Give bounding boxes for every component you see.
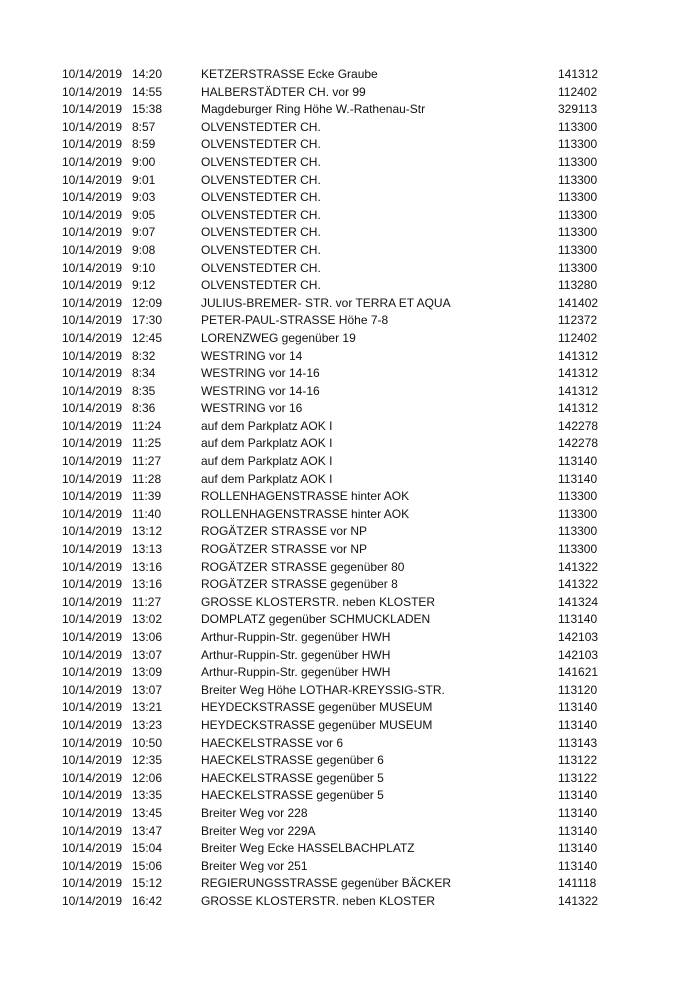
location-cell: auf dem Parkplatz AOK I [201, 436, 333, 451]
code-cell: 113300 [558, 542, 598, 557]
date-cell: 10/14/2019 [62, 524, 123, 539]
date-cell: 10/14/2019 [62, 630, 123, 644]
time-cell: 11:24 [132, 418, 162, 433]
code-cell: 141118 [558, 876, 597, 891]
time-cell: 9:03 [132, 190, 156, 205]
date-cell: 10/14/2019 [62, 506, 123, 521]
code-cell: 112372 [558, 313, 598, 328]
location-cell: OLVENSTEDTER CH. [201, 154, 321, 169]
time-cell: 9:01 [132, 172, 156, 187]
time-cell: 11:40 [132, 506, 162, 521]
table-row [0, 875, 700, 893]
date-cell: 10/14/2019 [62, 278, 123, 293]
location-cell: Breiter Weg Höhe LOTHAR-KREYSSIG-STR. [201, 682, 445, 697]
time-cell: 8:59 [132, 137, 156, 152]
time-cell: 8:35 [132, 383, 156, 398]
table-row [0, 277, 700, 295]
code-cell: 142103 [558, 630, 599, 644]
date-cell: 10/14/2019 [62, 436, 123, 451]
code-cell: 113140 [558, 700, 598, 715]
date-cell: 10/14/2019 [62, 823, 123, 838]
date-cell: 10/14/2019 [62, 67, 123, 81]
time-cell: 13:13 [132, 542, 163, 557]
table-row [0, 735, 700, 753]
table-row [0, 172, 700, 190]
code-cell: 141322 [558, 577, 599, 592]
table-row [0, 805, 700, 823]
table-row [0, 594, 700, 612]
code-cell: 113140 [558, 805, 598, 820]
code-cell: 113300 [558, 506, 598, 521]
location-cell: WESTRING vor 14-16 [201, 383, 320, 398]
location-cell: ROGÄTZER STRASSE gegenüber 80 [201, 559, 405, 574]
location-cell: HAECKELSTRASSE gegenüber 5 [201, 770, 384, 785]
table-row [0, 119, 700, 137]
location-cell: LORENZWEG gegenüber 19 [201, 330, 356, 345]
table-row [0, 189, 700, 207]
table-row [0, 840, 700, 858]
time-cell: 13:12 [132, 524, 163, 539]
code-cell: 113300 [558, 225, 598, 240]
time-cell: 14:55 [132, 84, 163, 99]
time-cell: 11:27 [132, 454, 162, 469]
date-cell: 10/14/2019 [62, 154, 123, 169]
time-cell: 9:07 [132, 225, 156, 240]
table-row [0, 787, 700, 805]
table-row [0, 418, 700, 436]
code-cell: 113140 [558, 841, 598, 856]
table-row [0, 330, 700, 348]
location-cell: OLVENSTEDTER CH. [201, 137, 321, 152]
date-cell: 10/14/2019 [62, 418, 123, 433]
date-cell: 10/14/2019 [62, 119, 123, 134]
code-cell: 141312 [558, 383, 599, 398]
time-cell: 12:09 [132, 295, 163, 310]
time-cell: 13:07 [132, 682, 163, 697]
code-cell: 113120 [558, 682, 598, 697]
time-cell: 12:35 [132, 753, 163, 768]
location-cell: Magdeburger Ring Höhe W.-Rathenau-Str [201, 102, 426, 117]
table-row [0, 541, 700, 559]
date-cell: 10/14/2019 [62, 348, 123, 363]
code-cell: 141324 [558, 594, 599, 609]
code-cell: 113300 [558, 137, 598, 152]
code-cell: 113300 [558, 242, 598, 257]
location-cell: JULIUS-BREMER- STR. vor TERRA ET AQUA [201, 295, 451, 310]
location-cell: HEYDECKSTRASSE gegenüber MUSEUM [201, 700, 433, 715]
date-cell: 10/14/2019 [62, 102, 123, 117]
location-cell: PETER-PAUL-STRASSE Höhe 7-8 [201, 313, 389, 328]
date-cell: 10/14/2019 [62, 260, 123, 275]
table-row [0, 647, 700, 665]
time-cell: 11:39 [132, 489, 162, 504]
location-cell: OLVENSTEDTER CH. [201, 172, 321, 187]
location-cell: Arthur-Ruppin-Str. gegenüber HWH [201, 665, 391, 680]
table-row [0, 717, 700, 735]
date-cell: 10/14/2019 [62, 594, 123, 609]
code-cell: 112402 [558, 330, 598, 345]
time-cell: 15:06 [132, 858, 163, 873]
location-cell: DOMPLATZ gegenüber SCHMUCKLADEN [201, 612, 431, 627]
code-cell: 141312 [558, 366, 599, 381]
code-cell: 113300 [558, 154, 598, 169]
table-row [0, 559, 700, 577]
time-cell: 13:47 [132, 823, 163, 838]
table-row [0, 858, 700, 876]
time-cell: 15:38 [132, 102, 163, 117]
table-row [0, 435, 700, 453]
date-cell: 10/14/2019 [62, 893, 123, 908]
time-cell: 10:50 [132, 735, 163, 750]
table-row [0, 312, 700, 330]
code-cell: 329113 [558, 102, 598, 117]
date-cell: 10/14/2019 [62, 383, 123, 398]
time-cell: 16:42 [132, 893, 163, 908]
location-cell: OLVENSTEDTER CH. [201, 190, 321, 205]
date-cell: 10/14/2019 [62, 612, 123, 627]
table-row [0, 101, 700, 119]
date-cell: 10/14/2019 [62, 770, 123, 785]
date-cell: 10/14/2019 [62, 471, 123, 486]
table-row [0, 383, 700, 401]
time-cell: 13:06 [132, 630, 163, 644]
location-cell: ROLLENHAGENSTRASSE hinter AOK [201, 489, 410, 504]
time-cell: 13:16 [132, 577, 163, 592]
location-cell: OLVENSTEDTER CH. [201, 225, 321, 240]
time-cell: 13:21 [132, 700, 163, 715]
table-row [0, 207, 700, 225]
time-cell: 9:05 [132, 207, 156, 222]
table-row [0, 365, 700, 383]
date-cell: 10/14/2019 [62, 401, 123, 416]
code-cell: 113140 [558, 612, 598, 627]
location-cell: OLVENSTEDTER CH. [201, 242, 321, 257]
date-cell: 10/14/2019 [62, 137, 123, 152]
time-cell: 13:16 [132, 559, 163, 574]
date-cell: 10/14/2019 [62, 542, 123, 557]
date-cell: 10/14/2019 [62, 735, 123, 750]
table-row [0, 823, 700, 841]
location-cell: GROSSE KLOSTERSTR. neben KLOSTER [201, 893, 436, 908]
table-row [0, 699, 700, 717]
table-row [0, 893, 700, 911]
time-cell: 9:00 [132, 154, 156, 169]
table-row [0, 295, 700, 313]
table-row [0, 471, 700, 489]
code-cell: 113140 [558, 788, 598, 803]
date-cell: 10/14/2019 [62, 717, 123, 732]
date-cell: 10/14/2019 [62, 295, 123, 310]
time-cell: 13:45 [132, 805, 163, 820]
location-cell: ROLLENHAGENSTRASSE hinter AOK [201, 506, 410, 521]
code-cell: 113122 [558, 753, 598, 768]
location-cell: auf dem Parkplatz AOK I [201, 471, 333, 486]
date-cell: 10/14/2019 [62, 559, 123, 574]
location-cell: ROGÄTZER STRASSE vor NP [201, 524, 368, 539]
code-cell: 113300 [558, 172, 598, 187]
location-cell: HAECKELSTRASSE gegenüber 5 [201, 788, 384, 803]
date-cell: 10/14/2019 [62, 577, 123, 592]
location-cell: auf dem Parkplatz AOK I [201, 418, 333, 433]
code-cell: 113143 [558, 735, 598, 750]
date-cell: 10/14/2019 [62, 313, 123, 328]
code-cell: 113140 [558, 823, 598, 838]
table-row [0, 576, 700, 594]
location-cell: HAECKELSTRASSE vor 6 [201, 735, 344, 750]
time-cell: 8:57 [132, 119, 156, 134]
code-cell: 141621 [558, 665, 599, 680]
table-row [0, 66, 700, 84]
table-row [0, 453, 700, 471]
location-cell: auf dem Parkplatz AOK I [201, 454, 333, 469]
code-cell: 113140 [558, 717, 598, 732]
table-row [0, 400, 700, 418]
date-cell: 10/14/2019 [62, 700, 123, 715]
code-cell: 113300 [558, 190, 598, 205]
time-cell: 12:45 [132, 330, 163, 345]
date-cell: 10/14/2019 [62, 753, 123, 768]
table-row [0, 242, 700, 260]
time-cell: 11:25 [132, 436, 162, 451]
date-cell: 10/14/2019 [62, 647, 123, 662]
location-cell: REGIERUNGSSTRASSE gegenüber BÄCKER [201, 876, 452, 891]
date-cell: 10/14/2019 [62, 454, 123, 469]
code-cell: 141312 [558, 401, 599, 416]
location-cell: OLVENSTEDTER CH. [201, 260, 321, 275]
time-cell: 13:23 [132, 717, 163, 732]
time-cell: 13:02 [132, 612, 163, 627]
location-cell: WESTRING vor 14 [201, 348, 303, 363]
time-cell: 13:09 [132, 665, 163, 680]
date-cell: 10/14/2019 [62, 682, 123, 697]
location-cell: WESTRING vor 16 [201, 401, 303, 416]
table-row [0, 84, 700, 102]
date-cell: 10/14/2019 [62, 841, 123, 856]
code-cell: 113280 [558, 278, 598, 293]
time-cell: 8:36 [132, 401, 156, 416]
table-row [0, 348, 700, 366]
date-cell: 10/14/2019 [62, 207, 123, 222]
location-cell: Breiter Weg vor 229A [201, 823, 316, 838]
table-row [0, 154, 700, 172]
code-cell: 113140 [558, 471, 598, 486]
table-row [0, 770, 700, 788]
location-cell: OLVENSTEDTER CH. [201, 119, 321, 134]
code-cell: 113300 [558, 260, 598, 275]
table-row [0, 523, 700, 541]
code-cell: 113122 [558, 770, 598, 785]
date-cell: 10/14/2019 [62, 366, 123, 381]
location-cell: Arthur-Ruppin-Str. gegenüber HWH [201, 630, 391, 644]
record-list [0, 66, 700, 911]
date-cell: 10/14/2019 [62, 805, 123, 820]
time-cell: 15:12 [132, 876, 163, 891]
date-cell: 10/14/2019 [62, 190, 123, 205]
table-row [0, 488, 700, 506]
table-row [0, 136, 700, 154]
location-cell: Arthur-Ruppin-Str. gegenüber HWH [201, 647, 391, 662]
location-cell: HAECKELSTRASSE gegenüber 6 [201, 753, 384, 768]
location-cell: WESTRING vor 14-16 [201, 366, 320, 381]
date-cell: 10/14/2019 [62, 788, 123, 803]
table-row [0, 752, 700, 770]
date-cell: 10/14/2019 [62, 858, 123, 873]
code-cell: 113140 [558, 454, 598, 469]
time-cell: 12:06 [132, 770, 163, 785]
date-cell: 10/14/2019 [62, 876, 123, 891]
code-cell: 113300 [558, 119, 598, 134]
table-row [0, 664, 700, 682]
location-cell: ROGÄTZER STRASSE vor NP [201, 542, 368, 557]
table-row [0, 260, 700, 278]
code-cell: 142278 [558, 436, 599, 451]
code-cell: 141312 [558, 348, 599, 363]
location-cell: Breiter Weg Ecke HASSELBACHPLATZ [201, 841, 415, 856]
date-cell: 10/14/2019 [62, 242, 123, 257]
location-cell: KETZERSTRASSE Ecke Graube [201, 67, 378, 81]
code-cell: 141402 [558, 295, 599, 310]
location-cell: ROGÄTZER STRASSE gegenüber 8 [201, 577, 398, 592]
table-row [0, 224, 700, 242]
code-cell: 113300 [558, 207, 598, 222]
table-row [0, 629, 700, 647]
location-cell: OLVENSTEDTER CH. [201, 278, 321, 293]
code-cell: 113300 [558, 489, 598, 504]
table-row [0, 611, 700, 629]
location-cell: OLVENSTEDTER CH. [201, 207, 321, 222]
code-cell: 141322 [558, 559, 599, 574]
time-cell: 9:10 [132, 260, 156, 275]
time-cell: 11:28 [132, 471, 162, 486]
location-cell: GROSSE KLOSTERSTR. neben KLOSTER [201, 594, 436, 609]
location-cell: Breiter Weg vor 228 [201, 805, 308, 820]
time-cell: 13:07 [132, 647, 163, 662]
time-cell: 14:20 [132, 67, 163, 81]
location-cell: Breiter Weg vor 251 [201, 858, 308, 873]
date-cell: 10/14/2019 [62, 665, 123, 680]
time-cell: 11:27 [132, 594, 162, 609]
code-cell: 142103 [558, 647, 599, 662]
code-cell: 112402 [558, 84, 598, 99]
code-cell: 141322 [558, 893, 599, 908]
date-cell: 10/14/2019 [62, 330, 123, 345]
table-row [0, 506, 700, 524]
time-cell: 9:12 [132, 278, 156, 293]
date-cell: 10/14/2019 [62, 172, 123, 187]
code-cell: 113140 [558, 858, 598, 873]
code-cell: 141312 [558, 67, 599, 81]
time-cell: 9:08 [132, 242, 156, 257]
table-row [0, 682, 700, 700]
time-cell: 13:35 [132, 788, 163, 803]
time-cell: 17:30 [132, 313, 163, 328]
date-cell: 10/14/2019 [62, 225, 123, 240]
date-cell: 10/14/2019 [62, 489, 123, 504]
time-cell: 8:34 [132, 366, 156, 381]
code-cell: 113300 [558, 524, 598, 539]
code-cell: 142278 [558, 418, 599, 433]
time-cell: 15:04 [132, 841, 163, 856]
time-cell: 8:32 [132, 348, 156, 363]
date-cell: 10/14/2019 [62, 84, 123, 99]
location-cell: HALBERSTÄDTER CH. vor 99 [201, 84, 366, 99]
location-cell: HEYDECKSTRASSE gegenüber MUSEUM [201, 717, 433, 732]
